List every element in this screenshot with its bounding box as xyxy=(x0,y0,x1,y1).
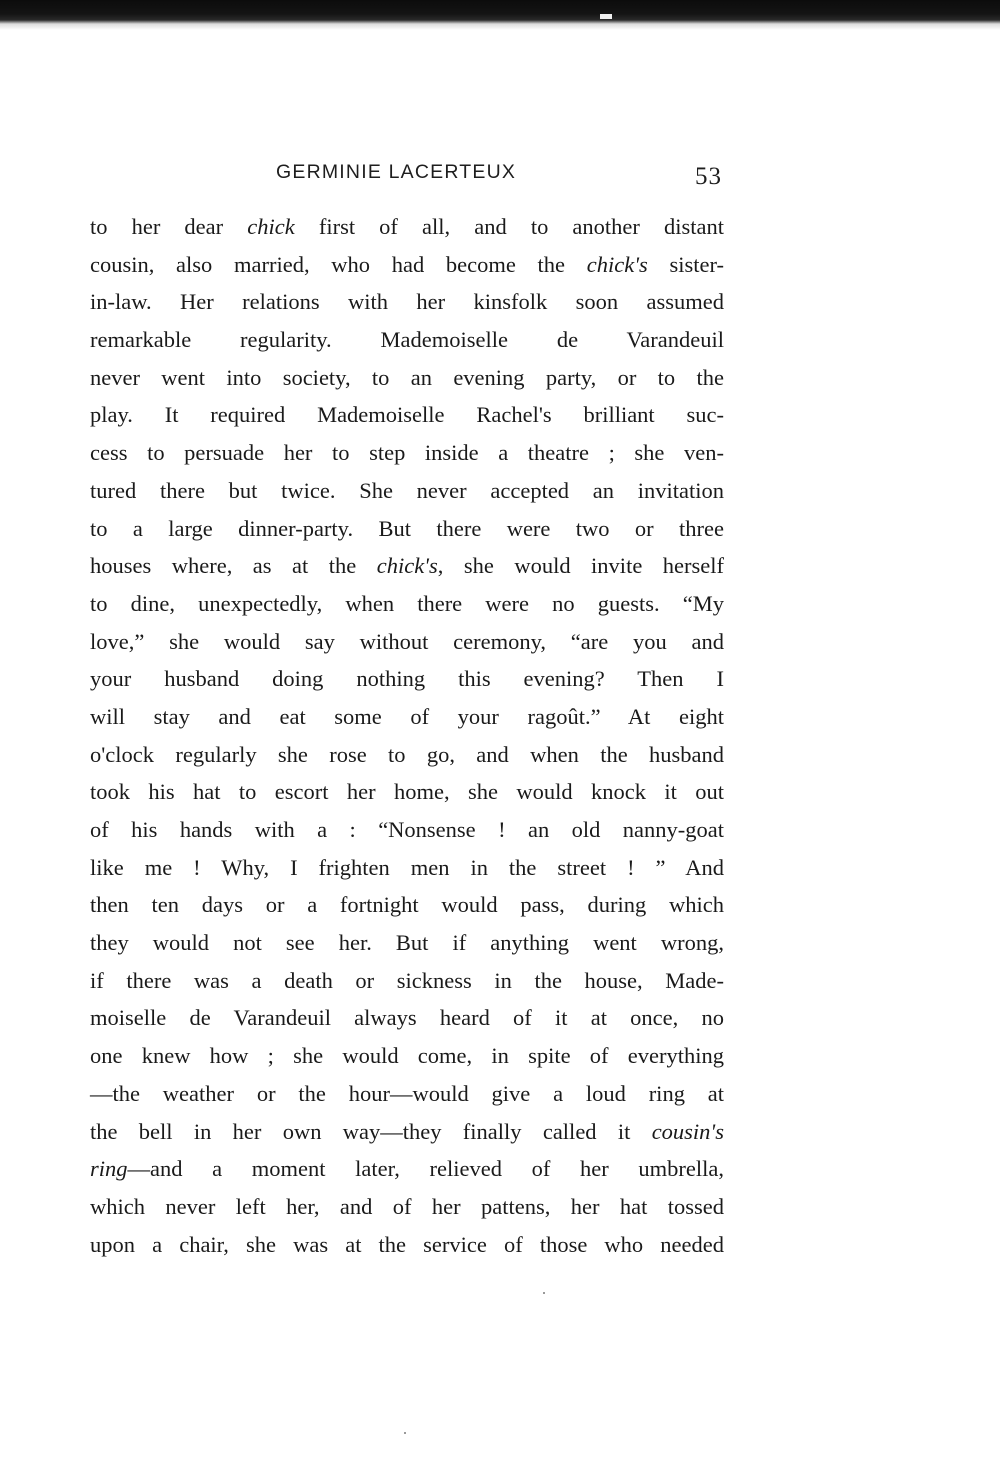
text-line: your husband doing nothing this evening? Then I xyxy=(90,666,724,692)
text-line: will stay and eat some of your ragoût.” At eight xyxy=(90,703,724,729)
text-line: one knew how ; she would come, in spite of everything xyxy=(90,1043,724,1069)
text-line: in-law. Her relations with her kinsfolk soon assumed xyxy=(90,289,724,315)
text-line: took his hat to escort her home, she would knock it out xyxy=(90,779,724,805)
text-line: tured there but twice. She never accepted an invitation xyxy=(90,477,724,503)
page-number: 53 xyxy=(695,163,722,190)
text-line: to dine, unexpectedly, when there were no guests. “My xyxy=(90,590,724,616)
text-line: houses where, as at the chick's, she would invite herself xyxy=(90,553,724,579)
text-line: never went into society, to an evening party, or to the xyxy=(90,364,724,390)
text-line: —the weather or the hour—would give a loud ring at xyxy=(90,1080,724,1106)
text-line: love,” she would say without ceremony, “are you and xyxy=(90,628,724,654)
text-line: remarkable regularity. Mademoiselle de Varandeuil xyxy=(90,327,724,353)
text-line: like me ! Why, I frighten men in the street ! ” And xyxy=(90,854,724,880)
scan-speck xyxy=(404,1432,406,1434)
running-title: GERMINIE LACERTEUX xyxy=(276,161,517,183)
text-line: ring—and a moment later, relieved of her umbrella, xyxy=(90,1156,724,1182)
scan-edge-notch xyxy=(600,14,612,19)
text-line: play. It required Mademoiselle Rachel's brilliant suc- xyxy=(90,402,724,428)
running-head xyxy=(90,158,726,198)
text-line: cousin, also married, who had become the chick's sister- xyxy=(90,251,724,277)
scan-edge-bar xyxy=(0,0,1000,30)
text-line: then ten days or a fortnight would pass, during which xyxy=(90,892,724,918)
text-line: to her dear chick first of all, and to another distant xyxy=(90,214,724,239)
text-line: cess to persuade her to step inside a theatre ; she ven- xyxy=(90,440,724,466)
text-line: which never left her, and of her pattens, her hat tossed xyxy=(90,1193,724,1219)
text-line: the bell in her own way—they finally called it cousin's xyxy=(90,1118,724,1144)
text-line: if there was a death or sickness in the house, Made- xyxy=(90,967,724,993)
text-line: o'clock regularly she rose to go, and when the husband xyxy=(90,741,724,767)
text-line: of his hands with a : “Nonsense ! an old nanny-goat xyxy=(90,817,724,842)
text-line: moiselle de Varandeuil always heard of it at once, no xyxy=(90,1005,724,1031)
text-line: upon a chair, she was at the service of those who needed xyxy=(90,1231,724,1257)
text-line: to a large dinner-party. But there were two or three xyxy=(90,515,724,541)
scan-speck xyxy=(543,1292,545,1294)
text-line: they would not see her. But if anything went wrong, xyxy=(90,930,724,956)
body-text xyxy=(90,208,724,1263)
